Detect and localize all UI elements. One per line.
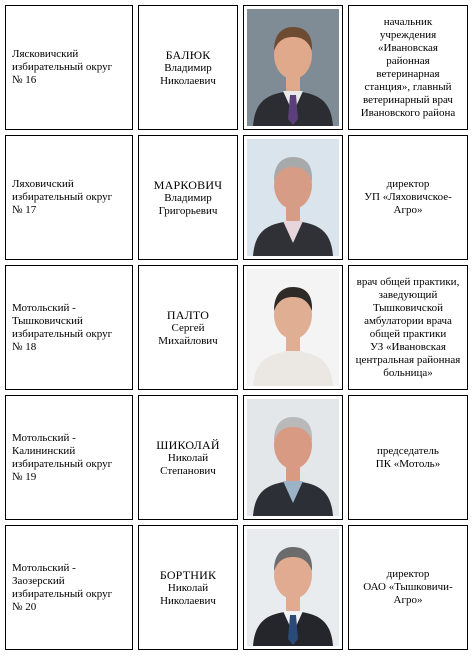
candidate-photo-cell — [243, 135, 343, 260]
candidate-photo-cell — [243, 395, 343, 520]
candidate-name-cell — [138, 135, 238, 260]
district-line: № 20 — [12, 600, 37, 613]
district-cell — [5, 525, 133, 650]
position-line: станция», главный — [364, 80, 452, 93]
position-line: «Ивановская — [378, 41, 438, 54]
position-line: председатель — [377, 444, 439, 457]
district-text — [12, 178, 112, 217]
position-cell — [348, 135, 468, 260]
candidate-portrait — [247, 529, 339, 646]
district-text — [12, 302, 112, 354]
candidate-surname: ШИКОЛАЙ — [156, 437, 220, 452]
candidate-surname: МАРКОВИЧ — [153, 177, 223, 192]
district-line: Тышковичский — [12, 314, 83, 327]
position-line: заведующий — [378, 288, 438, 301]
position-line: ветеринарная — [376, 67, 440, 80]
candidate-portrait — [247, 139, 339, 256]
candidate-name-cell — [138, 525, 238, 650]
candidate-given-name: Владимир — [164, 61, 212, 74]
position-text — [376, 445, 440, 471]
district-cell — [5, 5, 133, 130]
district-line: № 18 — [12, 340, 37, 353]
candidate-given-name: Михайлович — [158, 334, 218, 347]
candidate-portrait — [247, 399, 339, 516]
position-text — [363, 568, 452, 607]
candidate-name-cell — [138, 5, 238, 130]
position-line: амбулатории врача — [364, 314, 452, 327]
candidate-photo-cell — [243, 525, 343, 650]
position-line: больница» — [383, 366, 433, 379]
position-line: общей практики — [369, 327, 447, 340]
candidate-given-name: Николаевич — [160, 594, 216, 607]
position-line: районная — [386, 54, 430, 67]
candidate-photo-cell — [243, 5, 343, 130]
position-line: УП «Ляховичское- — [364, 191, 452, 203]
district-line: избирательный округ — [12, 61, 113, 73]
candidate-given-name: Владимир — [164, 191, 212, 204]
district-line: Лясковичский — [12, 48, 79, 60]
position-line: врач общей практики, — [356, 275, 460, 288]
candidate-name-cell — [138, 265, 238, 390]
position-line: учреждения — [379, 28, 437, 41]
district-line: Калининский — [12, 444, 76, 457]
district-line: № 17 — [12, 204, 37, 216]
position-line: Агро» — [393, 594, 423, 606]
candidate-given-name: Николай — [167, 581, 209, 594]
district-line: Мотольский - — [12, 301, 76, 314]
candidate-name — [160, 48, 216, 88]
position-line: ОАО «Тышковичи- — [363, 581, 453, 593]
candidate-name — [156, 438, 219, 478]
candidate-name-cell — [138, 395, 238, 520]
position-cell — [348, 5, 468, 130]
district-line: избирательный округ — [12, 191, 113, 203]
candidate-photo-cell — [243, 265, 343, 390]
position-line: ПК «Мотоль» — [375, 457, 441, 470]
district-line: избирательный округ — [12, 457, 113, 470]
candidate-portrait — [247, 9, 339, 126]
candidate-given-name: Григорьевич — [158, 204, 218, 217]
position-text — [356, 276, 461, 380]
district-cell — [5, 265, 133, 390]
position-line: центральная районная — [355, 353, 461, 366]
position-line: директор — [386, 178, 430, 190]
district-cell — [5, 135, 133, 260]
candidate-portrait — [247, 269, 339, 386]
candidate-name — [160, 568, 216, 608]
position-text — [361, 16, 456, 120]
district-line: избирательный округ — [12, 327, 113, 340]
district-line: Мотольский - — [12, 431, 76, 444]
district-line: Ляховичский — [12, 178, 74, 190]
candidate-given-name: Николай — [167, 451, 209, 464]
position-line: Тышковичской — [373, 301, 443, 314]
position-line: Ивановского района — [360, 106, 456, 119]
position-line: Агро» — [393, 204, 423, 216]
candidate-name — [158, 308, 217, 348]
candidate-name — [154, 178, 222, 218]
candidate-surname: БОРТНИК — [159, 567, 217, 582]
candidate-given-name: Сергей — [171, 321, 205, 334]
district-text — [12, 432, 112, 484]
district-line: избирательный округ — [12, 587, 113, 600]
position-cell — [348, 265, 468, 390]
district-line: Мотольский - — [12, 561, 76, 574]
position-line: УЗ «Ивановская — [370, 340, 446, 353]
candidates-table — [5, 5, 468, 650]
position-line: ветеринарный врач — [363, 93, 453, 106]
district-text — [12, 562, 112, 614]
position-text — [364, 178, 452, 217]
district-text — [12, 48, 112, 87]
district-cell — [5, 395, 133, 520]
position-line: начальник — [383, 15, 433, 28]
position-cell — [348, 525, 468, 650]
district-line: № 19 — [12, 470, 37, 483]
candidate-surname: ПАЛТО — [166, 307, 210, 322]
candidate-surname: БАЛЮК — [165, 47, 211, 62]
candidate-given-name: Николаевич — [160, 74, 216, 87]
district-line: Заозерский — [12, 574, 65, 587]
district-line: № 16 — [12, 74, 37, 86]
position-line: директор — [386, 568, 430, 580]
candidate-given-name: Степанович — [160, 464, 216, 477]
position-cell — [348, 395, 468, 520]
